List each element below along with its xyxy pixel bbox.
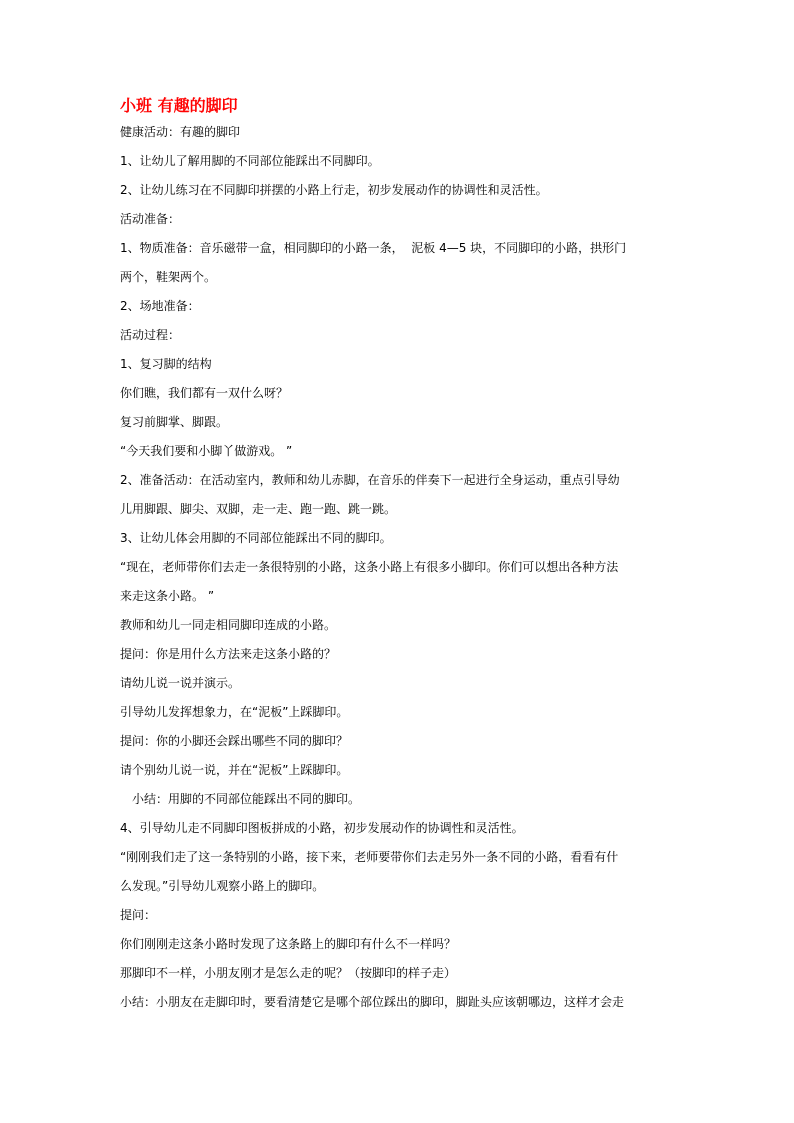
paragraph: 你们瞧，我们都有一双什么呀？ [120,386,289,400]
document-title: 小班 有趣的脚印 [120,96,238,115]
paragraph: “现在，老师带你们去走一条很特别的小路，这条小路上有很多小脚印。你们可以想出各种方法 [120,560,619,574]
paragraph-summary: 小结：用脚的不同部位能踩出不同的脚印。 [132,792,361,806]
paragraph: 请幼儿说一说并演示。 [120,676,241,690]
paragraph: 活动过程： [120,328,181,342]
paragraph: 教师和幼儿一同走相同脚印连成的小路。 [120,618,337,632]
paragraph: 2、场地准备： [120,299,200,313]
paragraph: 小结：小朋友在走脚印时，要看清楚它是哪个部位踩出的脚印，脚趾头应该朝哪边，这样才会走 [120,995,625,1009]
paragraph: 提问：你的小脚还会踩出哪些不同的脚印？ [120,734,349,748]
paragraph: 1、物质准备：音乐磁带一盒，相同脚印的小路一条， 泥板 4—5 块，不同脚印的小路，拱形门 [120,241,627,255]
paragraph: 你们刚刚走这条小路时发现了这条路上的脚印有什么不一样吗？ [120,937,457,951]
paragraph: 引导幼儿发挥想象力，在“泥板”上踩脚印。 [120,705,349,719]
paragraph: 那脚印不一样，小朋友刚才是怎么走的呢？（按脚印的样子走） [120,966,457,980]
paragraph: “今天我们要和小脚丫做游戏。 ” [120,444,293,458]
paragraph: 健康活动：有趣的脚印 [120,125,241,139]
paragraph: 两个，鞋架两个。 [120,270,217,284]
paragraph: 儿用脚跟、脚尖、双脚，走一走、跑一跑、跳一跳。 [120,502,397,516]
paragraph: 3、让幼儿体会用脚的不同部位能踩出不同的脚印。 [120,531,392,545]
paragraph: 来走这条小路。 ” [120,589,215,603]
paragraph: 1、复习脚的结构 [120,357,212,371]
paragraph: 1、让幼儿了解用脚的不同部位能踩出不同脚印。 [120,154,380,168]
paragraph: “刚刚我们走了这一条特别的小路，接下来，老师要带你们去走另外一条不同的小路，看看有什 [120,850,619,864]
paragraph: 2、让幼儿练习在不同脚印拼摆的小路上行走，初步发展动作的协调性和灵活性。 [120,183,548,197]
paragraph: 4、引导幼儿走不同脚印图板拼成的小路，初步发展动作的协调性和灵活性。 [120,821,524,835]
paragraph: 请个别幼儿说一说，并在“泥板”上踩脚印。 [120,763,349,777]
paragraph: 活动准备： [120,212,181,226]
paragraph: 么发现。”引导幼儿观察小路上的脚印。 [120,879,325,893]
paragraph: 2、准备活动：在活动室内，教师和幼儿赤脚，在音乐的伴奏下一起进行全身运动，重点引导幼 [120,473,620,487]
paragraph: 提问：你是用什么方法来走这条小路的？ [120,647,337,661]
paragraph: 提问： [120,908,157,922]
document-page [120,94,680,1017]
paragraph: 复习前脚掌、脚跟。 [120,415,229,429]
